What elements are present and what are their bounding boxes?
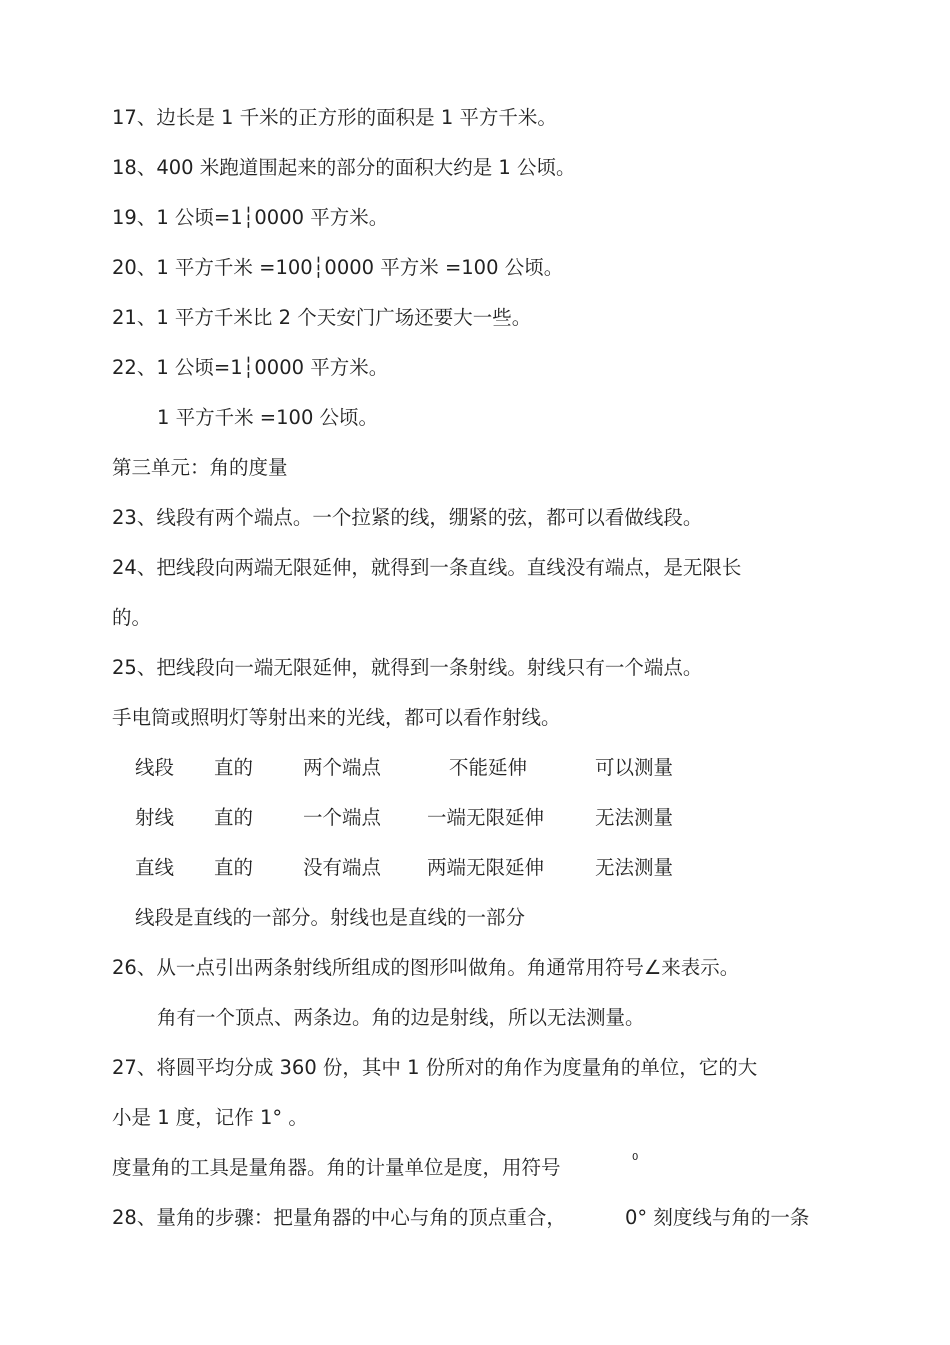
table-cell: 直的 — [214, 806, 254, 829]
item-17: 17、边长是 1 千米的正方形的面积是 1 平方千米。 — [112, 106, 557, 129]
item-27-line3: 度量角的工具是量角器。角的计量单位是度，用符号 — [112, 1156, 561, 1179]
table-cell: 射线 — [135, 806, 175, 829]
table-cell: 直的 — [214, 856, 254, 879]
item-20: 20、1 平方千米 =100┆0000 平方米 =100 公顷。 — [112, 256, 564, 279]
table-cell: 直的 — [214, 756, 254, 779]
item-27-line1: 27、将圆平均分成 360 份，其中 1 份所对的角作为度量角的单位，它的大 — [112, 1056, 758, 1079]
table-cell: 没有端点 — [303, 856, 382, 879]
table-cell: 两端无限延伸 — [427, 856, 545, 879]
table-cell: 线段 — [135, 756, 175, 779]
degree-symbol-superscript: 0 — [632, 1152, 639, 1163]
item-22-line1: 22、1 公顷=1┆0000 平方米。 — [112, 356, 389, 379]
item-28: 28、量角的步骤：把量角器的中心与角的顶点重合， — [112, 1206, 566, 1229]
item-25-line1: 25、把线段向一端无限延伸，就得到一条射线。射线只有一个端点。 — [112, 656, 703, 679]
item-18: 18、400 米跑道围起来的部分的面积大约是 1 公顷。 — [112, 156, 576, 179]
section-heading-unit3: 第三单元：角的度量 — [112, 456, 288, 479]
item-25-note: 线段是直线的一部分。射线也是直线的一部分 — [135, 906, 526, 929]
table-cell: 两个端点 — [303, 756, 382, 779]
table-cell: 一端无限延伸 — [427, 806, 545, 829]
item-27-line2: 小是 1 度，记作 1° 。 — [112, 1106, 308, 1129]
item-26-line2: 角有一个顶点、两条边。角的边是射线，所以无法测量。 — [157, 1006, 645, 1029]
table-cell: 一个端点 — [303, 806, 382, 829]
item-24-line1: 24、把线段向两端无限延伸，就得到一条直线。直线没有端点，是无限长 — [112, 556, 742, 579]
item-21: 21、1 平方千米比 2 个天安门广场还要大一些。 — [112, 306, 532, 329]
item-19: 19、1 公顷=1┆0000 平方米。 — [112, 206, 389, 229]
table-cell: 直线 — [135, 856, 175, 879]
item-23: 23、线段有两个端点。一个拉紧的线，绷紧的弦，都可以看做线段。 — [112, 506, 703, 529]
table-cell: 可以测量 — [595, 756, 674, 779]
item-22-line2: 1 平方千米 =100 公顷。 — [157, 406, 379, 429]
table-cell: 无法测量 — [595, 806, 674, 829]
item-26-line1: 26、从一点引出两条射线所组成的图形叫做角。角通常用符号∠来表示。 — [112, 956, 740, 979]
item-24-line2: 的。 — [112, 606, 152, 629]
table-cell: 无法测量 — [595, 856, 674, 879]
table-cell: 不能延伸 — [449, 756, 528, 779]
item-28-continued: 0° 刻度线与角的一条 — [625, 1206, 810, 1229]
item-25-line2: 手电筒或照明灯等射出来的光线，都可以看作射线。 — [112, 706, 561, 729]
